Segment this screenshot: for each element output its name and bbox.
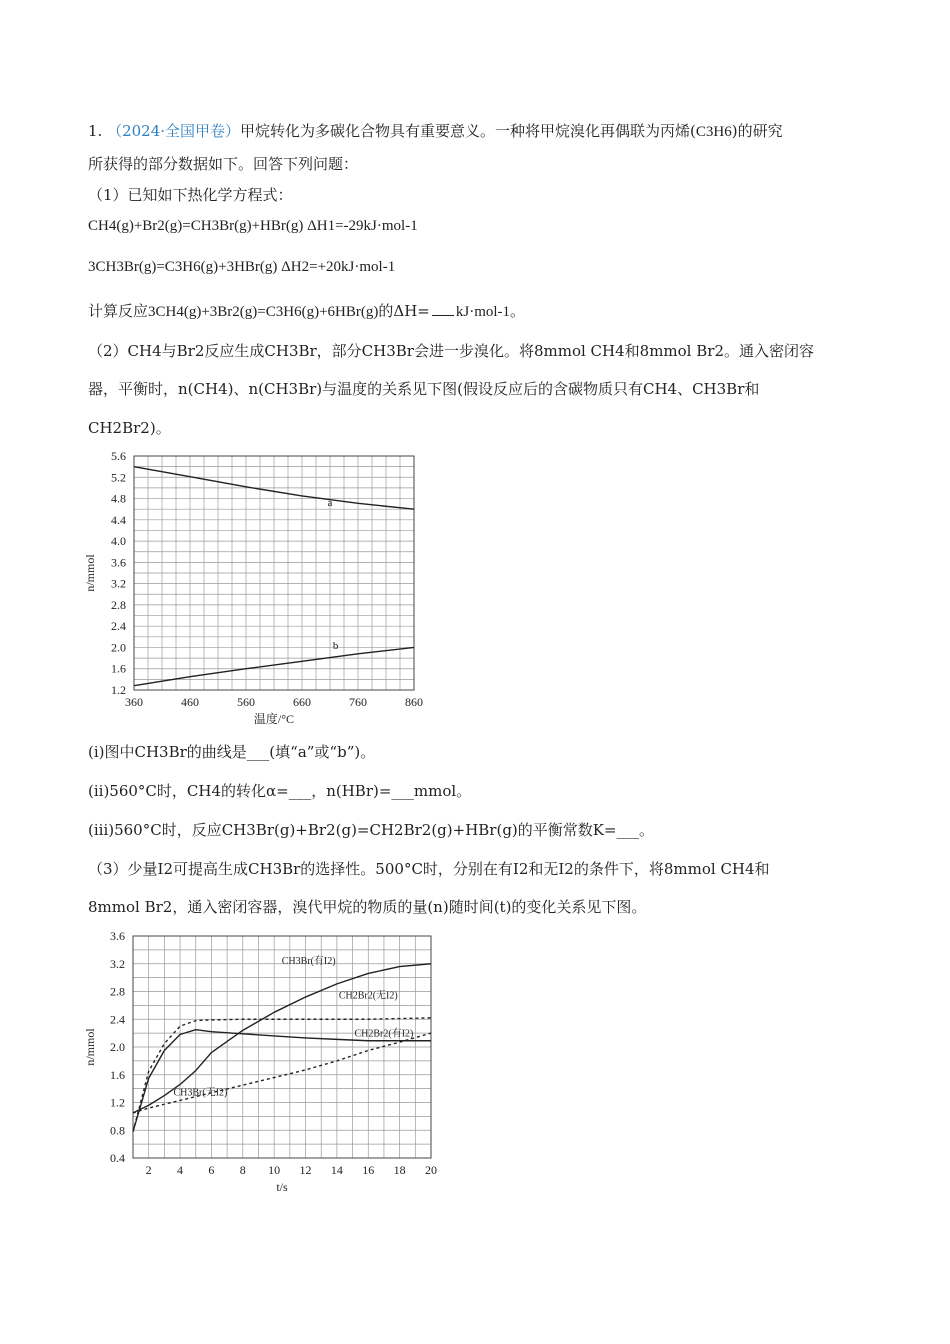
intro-line-2: 所获得的部分数据如下。回答下列问题： [88,155,359,173]
question-header [88,120,783,143]
part2-line-2: 器，平衡时，n(CH4)、n(CH3Br)与温度的关系见下图(假设反应后的含碳物质只有CH4、CH3Br和 [88,380,760,398]
x-tick-label: 18 [393,1163,406,1177]
y-tick-label: 2.0 [111,640,126,655]
y-tick-label: 4.0 [111,534,126,549]
x-tick-label: 760 [349,695,367,709]
part2-line-1: （2）CH4与Br2反应生成CH3Br，部分CH3Br会进一步溴化。将8mmol CH4和8mmol Br2。通入密闭容 [88,342,814,360]
series-label: CH3Br(有I2) [281,955,336,967]
x-axis-label: t/s [276,1180,288,1194]
y-tick-label: 2.0 [110,1040,125,1054]
x-axis-label: 温度/°C [253,712,295,726]
equation-2: 3CH3Br(g)=C3H6(g)+3HBr(g) ΔH2=+20kJ·mol-1 [88,259,396,275]
calc-prefix: 计算反应 [88,302,149,320]
x-tick-label: 560 [237,695,255,709]
series-label: CH3Br(无I2) [173,1087,228,1099]
part2-line-3: CH2Br2)。 [88,419,171,437]
calc-unit: kJ·mol-1。 [455,304,526,320]
x-tick-label: 8 [239,1163,246,1177]
y-tick-label: 0.4 [110,1151,125,1165]
y-tick-label: 5.6 [111,449,126,463]
answer-blank-dh[interactable] [432,301,454,316]
y-axis-label: n/mmol [83,1028,97,1066]
question-ii: (ii)560°C时，CH4的转化α=___，n(HBr)=___mmol。 [88,782,472,800]
x-tick-label: 6 [208,1163,215,1177]
y-tick-label: 3.2 [110,956,125,971]
y-tick-label: 1.6 [111,661,126,676]
x-tick-label: 14 [330,1163,343,1177]
y-tick-label: 2.8 [110,984,125,999]
calc-mid: 的ΔH= [378,302,430,320]
x-tick-label: 860 [405,695,423,709]
y-tick-label: 3.2 [111,576,126,591]
part3-line-1: （3）少量I2可提高生成CH3Br的选择性。500°C时，分别在有I2和无I2的条件下，将8mmol CH4和 [88,860,770,878]
y-tick-label: 4.8 [111,491,126,506]
y-tick-label: 5.2 [111,470,126,485]
part3-line-2: 8mmol Br2，通入密闭容器，溴代甲烷的物质的量(n)随时间(t)的变化关系见下图。 [88,898,647,916]
y-tick-label: 2.8 [111,597,126,612]
intro-text-1: 甲烷转化为多碳化合物具有重要意义。一种将甲烷溴化再偶联为丙烯( [240,122,696,140]
series-label: b [332,640,339,653]
y-tick-label: 4.4 [111,512,126,527]
y-tick-label: 2.4 [110,1012,125,1027]
y-tick-label: 1.2 [111,683,126,697]
series-line [133,1033,431,1113]
y-tick-label: 1.6 [110,1067,125,1082]
intro-text-2: )的研究 [731,122,783,140]
x-tick-label: 20 [425,1163,437,1177]
series-label: CH2Br2(无I2) [338,990,398,1002]
x-tick-label: 660 [293,695,311,709]
series-label: CH2Br2(有I2) [354,1028,414,1040]
y-tick-label: 3.6 [110,929,125,943]
x-tick-label: 12 [299,1163,312,1177]
y-tick-label: 2.4 [111,619,126,634]
question-source[interactable]: （2024·全国甲卷） [107,122,241,140]
intro-formula: C3H6 [695,124,732,140]
x-tick-label: 360 [125,695,143,709]
x-tick-label: 2 [145,1163,152,1177]
x-tick-label: 460 [181,695,199,709]
part1-heading: （1）已知如下热化学方程式： [88,186,293,204]
equation-1: CH4(g)+Br2(g)=CH3Br(g)+HBr(g) ΔH1=-29kJ·mol-1 [88,218,418,234]
question-i: (i)图中CH3Br的曲线是___(填“a”或“b”)。 [88,743,376,761]
chart-temperature [80,447,440,732]
y-tick-label: 0.8 [110,1123,125,1138]
question-number: 1. [88,122,103,140]
y-axis-label: n/mmol [83,554,97,592]
y-tick-label: 1.2 [110,1095,125,1110]
y-tick-label: 3.6 [111,555,126,570]
calc-equation: 3CH4(g)+3Br2(g)=C3H6(g)+6HBr(g) [148,304,379,320]
x-tick-label: 4 [177,1163,184,1177]
calc-line [88,300,525,323]
chart-time [80,925,460,1200]
series-label: a [327,496,333,509]
x-tick-label: 10 [268,1163,281,1177]
question-iii: (iii)560°C时，反应CH3Br(g)+Br2(g)=CH2Br2(g)+HBr(g)的平衡常数K=___。 [88,821,655,839]
x-tick-label: 16 [362,1163,375,1177]
